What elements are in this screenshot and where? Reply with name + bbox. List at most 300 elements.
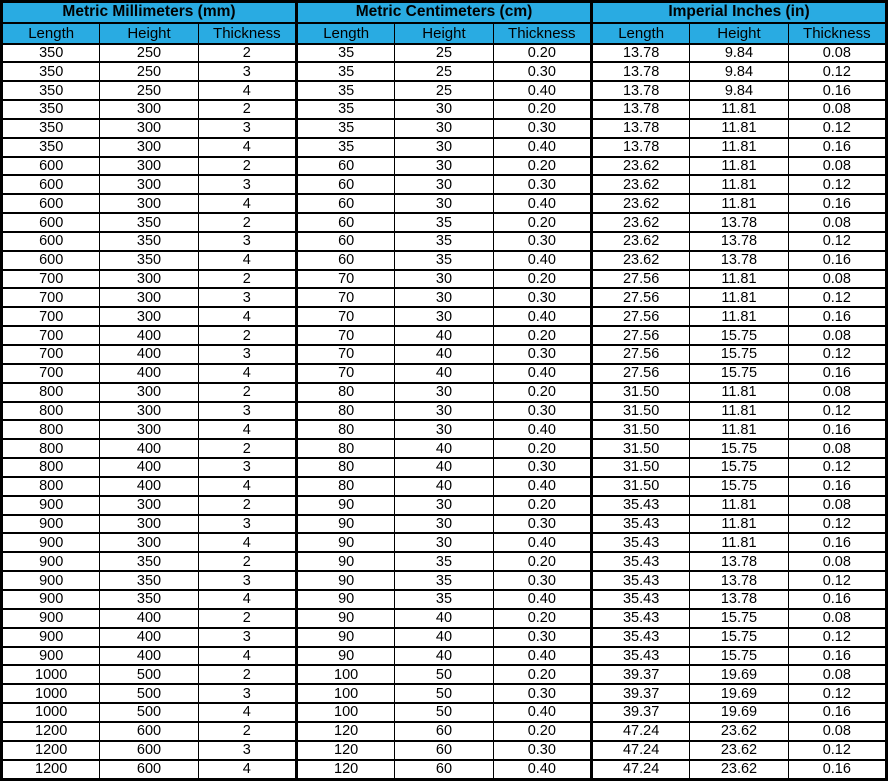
table-cell: 0.12: [788, 175, 886, 194]
table-row: [2, 100, 887, 119]
table-row: [2, 232, 887, 251]
table-cell: 25: [395, 62, 493, 81]
table-cell: 300: [100, 383, 198, 402]
table-cell: 60: [395, 741, 493, 760]
table-cell: 400: [100, 345, 198, 364]
table-cell: 31.50: [591, 458, 689, 477]
table-cell: 100: [296, 665, 394, 684]
table-cell: 800: [2, 383, 100, 402]
table-cell: 400: [100, 326, 198, 345]
table-cell: 35: [296, 100, 394, 119]
table-row: [2, 364, 887, 383]
table-cell: 700: [2, 326, 100, 345]
table-cell: 0.16: [788, 760, 886, 780]
table-cell: 13.78: [690, 552, 788, 571]
table-cell: 13.78: [690, 232, 788, 251]
table-cell: 400: [100, 628, 198, 647]
table-cell: 11.81: [690, 194, 788, 213]
table-cell: 23.62: [591, 213, 689, 232]
table-cell: 0.16: [788, 81, 886, 100]
table-cell: 13.78: [690, 213, 788, 232]
table-cell: 0.40: [493, 647, 591, 666]
table-row: [2, 703, 887, 722]
table-cell: 0.30: [493, 232, 591, 251]
table-cell: 350: [2, 44, 100, 63]
table-cell: 25: [395, 81, 493, 100]
column-header-length-mm: Length: [2, 23, 100, 44]
table-cell: 600: [2, 251, 100, 270]
table-cell: 15.75: [690, 458, 788, 477]
table-cell: 15.75: [690, 439, 788, 458]
table-cell: 30: [395, 402, 493, 421]
table-cell: 120: [296, 760, 394, 780]
table-cell: 80: [296, 420, 394, 439]
table-row: [2, 420, 887, 439]
table-cell: 23.62: [690, 741, 788, 760]
table-cell: 100: [296, 703, 394, 722]
table-cell: 70: [296, 364, 394, 383]
table-cell: 4: [198, 477, 296, 496]
group-header-inches: Imperial Inches (in): [591, 2, 886, 23]
table-row: [2, 251, 887, 270]
table-cell: 40: [395, 477, 493, 496]
table-cell: 27.56: [591, 270, 689, 289]
table-cell: 0.12: [788, 62, 886, 81]
table-cell: 40: [395, 345, 493, 364]
table-cell: 4: [198, 194, 296, 213]
table-cell: 80: [296, 477, 394, 496]
table-cell: 300: [100, 533, 198, 552]
table-cell: 11.81: [690, 270, 788, 289]
table-cell: 35.43: [591, 496, 689, 515]
table-cell: 0.16: [788, 533, 886, 552]
table-cell: 3: [198, 402, 296, 421]
table-cell: 0.16: [788, 647, 886, 666]
table-cell: 4: [198, 138, 296, 157]
table-cell: 0.30: [493, 458, 591, 477]
table-cell: 0.30: [493, 62, 591, 81]
table-cell: 9.84: [690, 62, 788, 81]
table-cell: 11.81: [690, 533, 788, 552]
table-cell: 1200: [2, 722, 100, 741]
table-cell: 31.50: [591, 477, 689, 496]
table-cell: 3: [198, 628, 296, 647]
table-cell: 600: [100, 722, 198, 741]
table-row: [2, 157, 887, 176]
table-cell: 4: [198, 703, 296, 722]
table-cell: 0.40: [493, 138, 591, 157]
table-cell: 350: [2, 138, 100, 157]
table-cell: 700: [2, 270, 100, 289]
table-cell: 70: [296, 288, 394, 307]
table-cell: 30: [395, 175, 493, 194]
table-cell: 800: [2, 477, 100, 496]
group-header-row: [2, 2, 887, 23]
table-cell: 0.40: [493, 703, 591, 722]
table-cell: 400: [100, 477, 198, 496]
table-cell: 13.78: [690, 571, 788, 590]
table-cell: 47.24: [591, 760, 689, 780]
table-cell: 300: [100, 307, 198, 326]
table-row: [2, 288, 887, 307]
table-cell: 60: [395, 722, 493, 741]
table-cell: 60: [296, 251, 394, 270]
table-row: [2, 402, 887, 421]
table-cell: 0.30: [493, 345, 591, 364]
table-row: [2, 175, 887, 194]
table-cell: 0.08: [788, 44, 886, 63]
table-cell: 40: [395, 609, 493, 628]
table-cell: 4: [198, 590, 296, 609]
table-cell: 35.43: [591, 609, 689, 628]
table-cell: 11.81: [690, 307, 788, 326]
table-cell: 3: [198, 684, 296, 703]
table-cell: 35.43: [591, 552, 689, 571]
table-cell: 23.62: [690, 722, 788, 741]
table-row: [2, 552, 887, 571]
table-cell: 3: [198, 232, 296, 251]
table-cell: 2: [198, 496, 296, 515]
table-cell: 600: [2, 213, 100, 232]
table-cell: 70: [296, 326, 394, 345]
table-cell: 800: [2, 420, 100, 439]
table-cell: 31.50: [591, 402, 689, 421]
table-cell: 0.20: [493, 439, 591, 458]
table-cell: 0.08: [788, 383, 886, 402]
table-cell: 30: [395, 100, 493, 119]
table-header: [2, 2, 887, 44]
table-cell: 3: [198, 571, 296, 590]
table-cell: 0.16: [788, 307, 886, 326]
table-cell: 350: [100, 590, 198, 609]
table-cell: 13.78: [591, 81, 689, 100]
table-cell: 11.81: [690, 496, 788, 515]
table-cell: 800: [2, 458, 100, 477]
table-cell: 11.81: [690, 383, 788, 402]
column-header-length-cm: Length: [296, 23, 394, 44]
table-cell: 120: [296, 741, 394, 760]
table-cell: 35.43: [591, 647, 689, 666]
table-cell: 60: [296, 213, 394, 232]
table-cell: 350: [100, 552, 198, 571]
table-row: [2, 44, 887, 63]
table-cell: 300: [100, 420, 198, 439]
table-cell: 40: [395, 326, 493, 345]
table-cell: 0.20: [493, 383, 591, 402]
table-cell: 400: [100, 364, 198, 383]
table-row: [2, 270, 887, 289]
table-row: [2, 665, 887, 684]
table-cell: 13.78: [591, 138, 689, 157]
table-cell: 500: [100, 665, 198, 684]
table-cell: 3: [198, 288, 296, 307]
table-cell: 0.30: [493, 571, 591, 590]
table-cell: 9.84: [690, 81, 788, 100]
table-cell: 90: [296, 515, 394, 534]
table-cell: 350: [100, 213, 198, 232]
table-cell: 90: [296, 609, 394, 628]
table-cell: 400: [100, 458, 198, 477]
table-cell: 3: [198, 175, 296, 194]
table-cell: 23.62: [591, 157, 689, 176]
table-cell: 90: [296, 628, 394, 647]
table-row: [2, 439, 887, 458]
table-cell: 0.12: [788, 232, 886, 251]
table-cell: 40: [395, 647, 493, 666]
table-cell: 15.75: [690, 345, 788, 364]
table-cell: 80: [296, 439, 394, 458]
table-cell: 0.30: [493, 402, 591, 421]
table-cell: 80: [296, 383, 394, 402]
table-cell: 0.40: [493, 533, 591, 552]
table-cell: 15.75: [690, 647, 788, 666]
table-cell: 900: [2, 552, 100, 571]
table-cell: 0.40: [493, 477, 591, 496]
table-cell: 0.30: [493, 515, 591, 534]
table-cell: 1200: [2, 760, 100, 780]
table-cell: 40: [395, 628, 493, 647]
table-cell: 0.40: [493, 760, 591, 780]
table-cell: 300: [100, 119, 198, 138]
table-cell: 800: [2, 439, 100, 458]
table-cell: 50: [395, 703, 493, 722]
table-cell: 400: [100, 647, 198, 666]
table-cell: 23.62: [591, 251, 689, 270]
table-cell: 0.08: [788, 496, 886, 515]
table-cell: 31.50: [591, 420, 689, 439]
table-body: [2, 44, 887, 780]
table-cell: 300: [100, 138, 198, 157]
table-cell: 3: [198, 515, 296, 534]
table-cell: 2: [198, 270, 296, 289]
table-cell: 30: [395, 533, 493, 552]
table-cell: 0.30: [493, 741, 591, 760]
table-cell: 19.69: [690, 665, 788, 684]
table-cell: 0.16: [788, 251, 886, 270]
column-header-thickness-mm: Thickness: [198, 23, 296, 44]
table-row: [2, 609, 887, 628]
table-cell: 35: [395, 232, 493, 251]
table-cell: 0.30: [493, 684, 591, 703]
table-row: [2, 496, 887, 515]
table-cell: 900: [2, 590, 100, 609]
table-cell: 2: [198, 722, 296, 741]
column-header-thickness-cm: Thickness: [493, 23, 591, 44]
table-cell: 2: [198, 100, 296, 119]
table-cell: 13.78: [591, 100, 689, 119]
table-row: [2, 458, 887, 477]
table-cell: 35: [296, 81, 394, 100]
table-row: [2, 741, 887, 760]
table-cell: 350: [2, 119, 100, 138]
table-cell: 11.81: [690, 100, 788, 119]
table-cell: 80: [296, 402, 394, 421]
table-cell: 900: [2, 609, 100, 628]
table-cell: 900: [2, 496, 100, 515]
table-cell: 0.40: [493, 590, 591, 609]
table-cell: 350: [2, 62, 100, 81]
table-cell: 0.20: [493, 44, 591, 63]
table-cell: 15.75: [690, 628, 788, 647]
table-cell: 70: [296, 345, 394, 364]
table-cell: 90: [296, 647, 394, 666]
table-cell: 700: [2, 364, 100, 383]
table-cell: 35: [395, 590, 493, 609]
table-cell: 35: [395, 251, 493, 270]
table-cell: 0.08: [788, 157, 886, 176]
table-cell: 1000: [2, 665, 100, 684]
table-cell: 19.69: [690, 684, 788, 703]
table-cell: 0.20: [493, 213, 591, 232]
table-cell: 900: [2, 628, 100, 647]
table-cell: 0.08: [788, 439, 886, 458]
table-cell: 31.50: [591, 439, 689, 458]
table-cell: 23.62: [591, 175, 689, 194]
table-cell: 0.12: [788, 288, 886, 307]
column-header-length-in: Length: [591, 23, 689, 44]
table-row: [2, 81, 887, 100]
table-cell: 0.08: [788, 722, 886, 741]
table-cell: 0.16: [788, 477, 886, 496]
table-cell: 500: [100, 703, 198, 722]
table-cell: 350: [100, 571, 198, 590]
table-cell: 120: [296, 722, 394, 741]
table-cell: 30: [395, 307, 493, 326]
table-cell: 0.30: [493, 288, 591, 307]
table-cell: 0.08: [788, 609, 886, 628]
table-cell: 47.24: [591, 741, 689, 760]
table-cell: 350: [100, 251, 198, 270]
table-cell: 350: [100, 232, 198, 251]
table-cell: 35: [395, 213, 493, 232]
table-row: [2, 307, 887, 326]
table-cell: 30: [395, 138, 493, 157]
table-cell: 0.20: [493, 609, 591, 628]
table-cell: 4: [198, 533, 296, 552]
table-cell: 39.37: [591, 665, 689, 684]
table-cell: 27.56: [591, 345, 689, 364]
column-header-thickness-in: Thickness: [788, 23, 886, 44]
table-cell: 35: [296, 138, 394, 157]
table-cell: 0.12: [788, 119, 886, 138]
group-header-centimeters: Metric Centimeters (cm): [296, 2, 591, 23]
table-cell: 4: [198, 420, 296, 439]
table-cell: 3: [198, 62, 296, 81]
table-cell: 50: [395, 684, 493, 703]
table-cell: 1200: [2, 741, 100, 760]
table-cell: 35: [296, 119, 394, 138]
table-cell: 300: [100, 175, 198, 194]
table-cell: 11.81: [690, 515, 788, 534]
table-cell: 350: [2, 81, 100, 100]
table-cell: 4: [198, 760, 296, 780]
table-cell: 11.81: [690, 288, 788, 307]
table-row: [2, 213, 887, 232]
table-cell: 13.78: [690, 590, 788, 609]
table-cell: 0.40: [493, 307, 591, 326]
table-cell: 0.40: [493, 364, 591, 383]
table-cell: 0.20: [493, 552, 591, 571]
table-cell: 23.62: [690, 760, 788, 780]
table-cell: 60: [296, 232, 394, 251]
table-row: [2, 628, 887, 647]
table-cell: 250: [100, 62, 198, 81]
table-cell: 600: [2, 175, 100, 194]
table-cell: 900: [2, 571, 100, 590]
table-cell: 600: [2, 157, 100, 176]
table-cell: 100: [296, 684, 394, 703]
table-cell: 0.20: [493, 100, 591, 119]
table-cell: 19.69: [690, 703, 788, 722]
table-row: [2, 194, 887, 213]
table-cell: 35: [296, 62, 394, 81]
table-cell: 500: [100, 684, 198, 703]
table-row: [2, 477, 887, 496]
table-row: [2, 383, 887, 402]
table-cell: 900: [2, 515, 100, 534]
table-row: [2, 345, 887, 364]
table-cell: 27.56: [591, 288, 689, 307]
table-cell: 0.12: [788, 628, 886, 647]
table-cell: 3: [198, 345, 296, 364]
table-cell: 2: [198, 665, 296, 684]
table-cell: 350: [2, 100, 100, 119]
table-cell: 0.08: [788, 552, 886, 571]
table-cell: 35.43: [591, 590, 689, 609]
table-cell: 30: [395, 119, 493, 138]
table-cell: 3: [198, 119, 296, 138]
table-cell: 35.43: [591, 628, 689, 647]
table-cell: 800: [2, 402, 100, 421]
column-header-height-in: Height: [690, 23, 788, 44]
table-cell: 39.37: [591, 684, 689, 703]
table-cell: 50: [395, 665, 493, 684]
table-cell: 300: [100, 515, 198, 534]
table-cell: 0.20: [493, 496, 591, 515]
table-cell: 15.75: [690, 477, 788, 496]
table-cell: 47.24: [591, 722, 689, 741]
table-cell: 300: [100, 100, 198, 119]
table-cell: 2: [198, 383, 296, 402]
table-cell: 4: [198, 81, 296, 100]
table-cell: 600: [2, 232, 100, 251]
table-cell: 0.12: [788, 345, 886, 364]
table-cell: 11.81: [690, 119, 788, 138]
table-cell: 0.16: [788, 138, 886, 157]
table-cell: 2: [198, 326, 296, 345]
table-cell: 0.30: [493, 175, 591, 194]
table-cell: 40: [395, 439, 493, 458]
group-header-millimeters: Metric Millimeters (mm): [2, 2, 297, 23]
table-cell: 70: [296, 307, 394, 326]
table-row: [2, 119, 887, 138]
table-cell: 0.16: [788, 420, 886, 439]
table-cell: 400: [100, 609, 198, 628]
table-cell: 0.40: [493, 81, 591, 100]
table-cell: 11.81: [690, 402, 788, 421]
table-cell: 11.81: [690, 157, 788, 176]
table-cell: 15.75: [690, 609, 788, 628]
table-cell: 300: [100, 288, 198, 307]
table-cell: 27.56: [591, 326, 689, 345]
table-row: [2, 647, 887, 666]
table-cell: 0.16: [788, 364, 886, 383]
table-cell: 0.08: [788, 665, 886, 684]
table-cell: 3: [198, 458, 296, 477]
table-cell: 2: [198, 609, 296, 628]
table-cell: 13.78: [690, 251, 788, 270]
table-cell: 40: [395, 458, 493, 477]
